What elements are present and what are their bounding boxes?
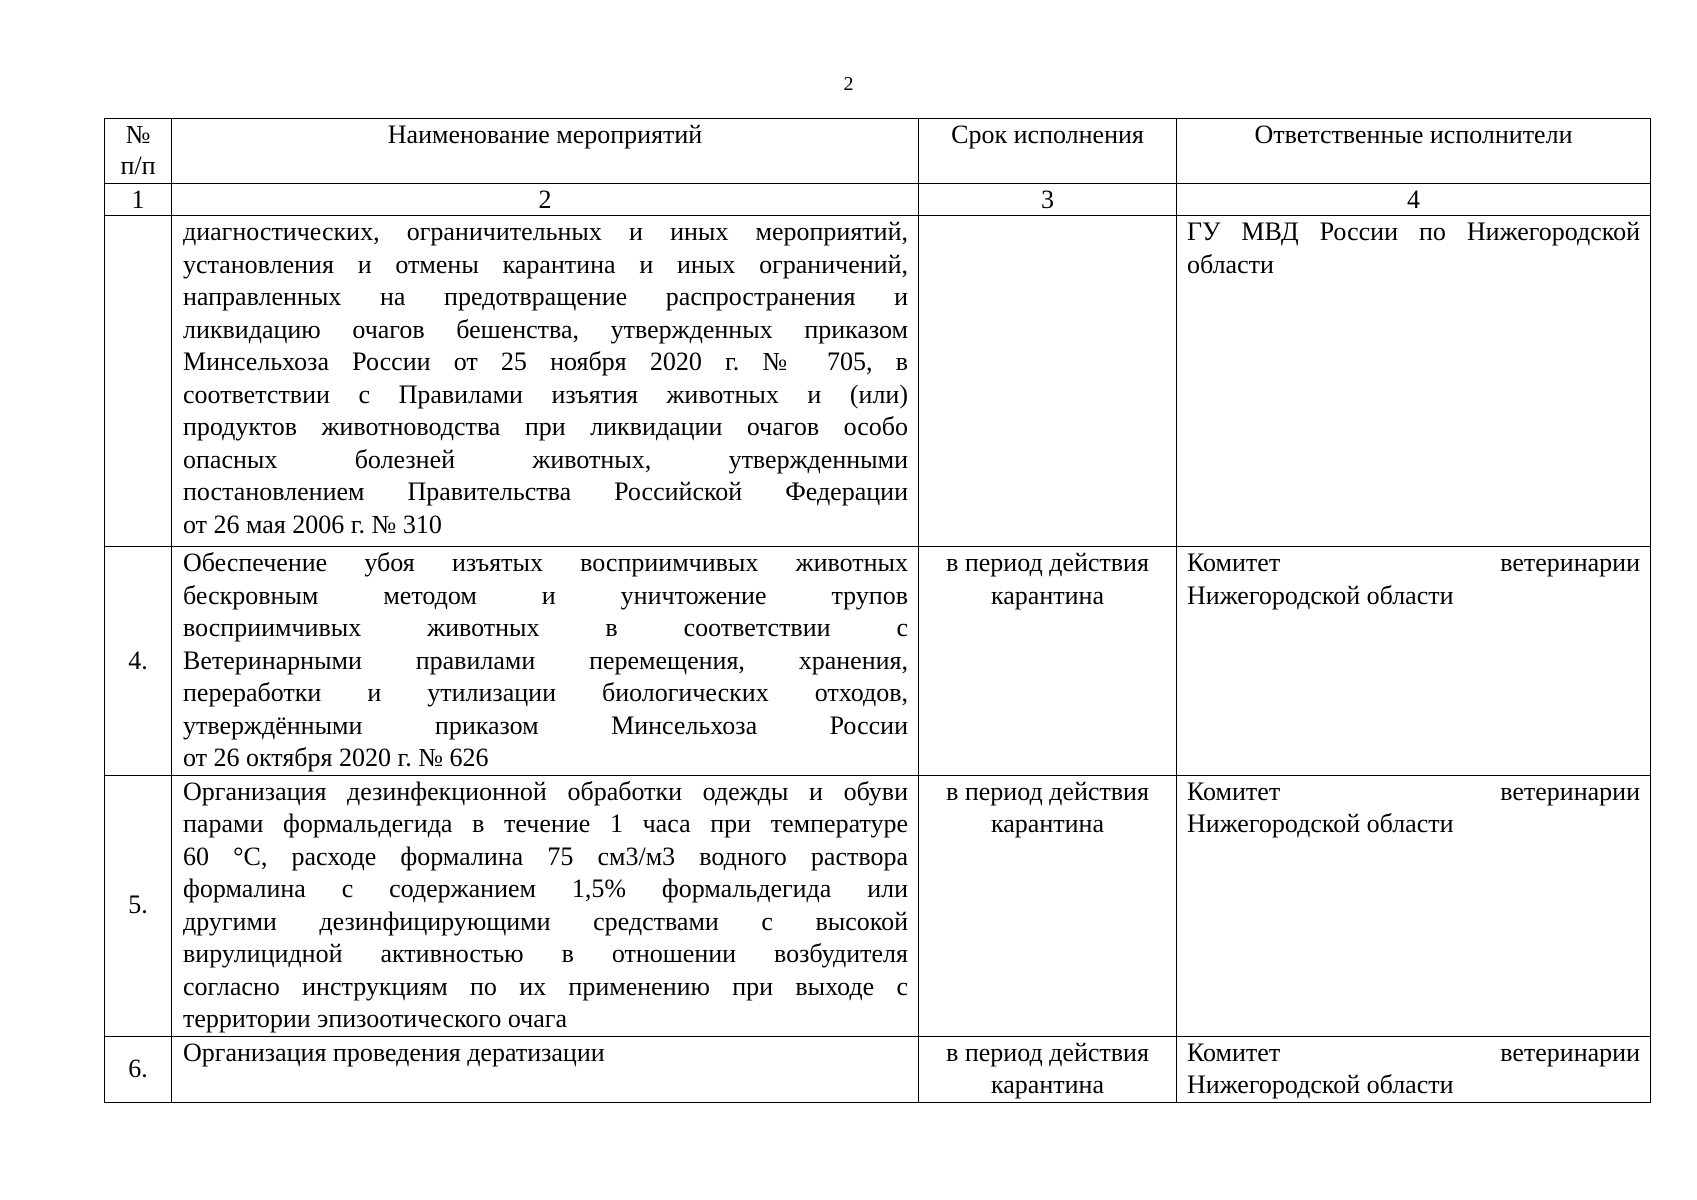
header-num bbox=[105, 119, 172, 184]
measure-name bbox=[172, 547, 919, 776]
measure-name-line: вирулицидной активностью в отношении возбудителя bbox=[183, 939, 908, 968]
measure-responsible bbox=[1177, 547, 1651, 776]
header-term: Срок исполнения bbox=[919, 119, 1177, 184]
row-index: 4. bbox=[105, 547, 172, 776]
measure-name-line: диагностических, ограничительных и иных мероприятий, bbox=[183, 217, 908, 246]
header-responsible: Ответственные исполнители bbox=[1177, 119, 1651, 184]
measure-name-line: 60 °С, расходе формалина 75 см3/м3 водного раствора bbox=[183, 841, 908, 871]
measure-name-line: другими дезинфицирующими средствами с высокой bbox=[183, 906, 908, 936]
measure-term-line: карантина bbox=[991, 580, 1104, 610]
table-row bbox=[105, 775, 1651, 1036]
header-num-line-2: п/п bbox=[120, 151, 156, 180]
row-index: 5. bbox=[105, 775, 172, 1036]
measure-name-line: постановлением Правительства Российской Федерации bbox=[183, 477, 908, 506]
measure-name-line: утверждёнными приказом Минсельхоза России bbox=[183, 710, 908, 740]
table-row bbox=[105, 547, 1651, 776]
column-number-3: 3 bbox=[919, 184, 1177, 216]
measure-name-line: от 26 мая 2006 г. № 310 bbox=[183, 509, 442, 539]
measure-name-line: ликвидацию очагов бешенства, утвержденных приказом bbox=[183, 314, 908, 344]
measure-term bbox=[919, 216, 1177, 547]
row-index bbox=[105, 216, 172, 547]
measure-name-line: установления и отмены карантина и иных ограничений, bbox=[183, 249, 908, 279]
measure-responsible-line: Нижегородской области bbox=[1187, 580, 1454, 610]
measures-table bbox=[104, 118, 1651, 1103]
column-number-4: 4 bbox=[1177, 184, 1651, 216]
measure-name-line: продуктов животноводства при ликвидации очагов особо bbox=[183, 412, 908, 441]
measure-term-line: в период действия bbox=[946, 1037, 1149, 1067]
measure-responsible-line: ГУ МВД России по Нижегородской bbox=[1187, 217, 1640, 246]
measure-name bbox=[172, 1036, 919, 1102]
measure-name-line: бескровным методом и уничтожение трупов bbox=[183, 580, 908, 610]
measure-responsible-line: Нижегородской области bbox=[1187, 809, 1454, 838]
measure-name-line: Организация проведения дератизации bbox=[183, 1037, 605, 1067]
measure-name-line: формалина с содержанием 1,5% формальдегида или bbox=[183, 874, 908, 903]
measure-name-line: переработки и утилизации биологических отходов, bbox=[183, 678, 908, 707]
measure-name-line: направленных на предотвращение распространения и bbox=[183, 282, 908, 311]
page-number: 2 bbox=[843, 73, 854, 95]
measure-name-line: восприимчивых животных в соответствии с bbox=[183, 613, 908, 642]
measure-name bbox=[172, 216, 919, 547]
measure-term-line: карантина bbox=[991, 809, 1104, 838]
header-num-line-1: № bbox=[125, 120, 151, 149]
measure-name bbox=[172, 775, 919, 1036]
measure-name-line: Обеспечение убоя изъятых восприимчивых животных bbox=[183, 548, 908, 577]
measure-name-line: опасных болезней животных, утвержденными bbox=[183, 444, 908, 474]
measure-responsible-line: Комитет ветеринарии bbox=[1187, 1037, 1640, 1067]
measure-term-line: карантина bbox=[991, 1070, 1104, 1099]
measure-responsible bbox=[1177, 1036, 1651, 1102]
table-row bbox=[105, 216, 1651, 547]
table-row bbox=[105, 1036, 1651, 1102]
measure-name-line: Ветеринарными правилами перемещения, хранения, bbox=[183, 645, 908, 675]
measure-responsible-line: Комитет ветеринарии bbox=[1187, 776, 1640, 806]
column-numbers-row bbox=[105, 184, 1651, 216]
measure-responsible-line: Комитет ветеринарии bbox=[1187, 548, 1640, 577]
measure-responsible-line: области bbox=[1187, 249, 1274, 279]
column-number-1: 1 bbox=[105, 184, 172, 216]
table-body bbox=[105, 216, 1651, 1103]
measure-name-line: Минсельхоза России от 25 ноября 2020 г. № 705, в bbox=[183, 347, 908, 376]
measure-name-line: территории эпизоотического очага bbox=[183, 1004, 567, 1033]
measure-term bbox=[919, 547, 1177, 776]
measure-responsible bbox=[1177, 216, 1651, 547]
measure-name-line: согласно инструкциям по их применению при выходе с bbox=[183, 971, 908, 1001]
measure-responsible bbox=[1177, 775, 1651, 1036]
measure-name-line: парами формальдегида в течение 1 часа при температуре bbox=[183, 809, 908, 838]
measure-term bbox=[919, 1036, 1177, 1102]
measure-name-line: от 26 октября 2020 г. № 626 bbox=[183, 743, 489, 772]
table-header-row bbox=[105, 119, 1651, 184]
header-name: Наименование мероприятий bbox=[172, 119, 919, 184]
measure-responsible-line: Нижегородской области bbox=[1187, 1070, 1454, 1099]
measure-name-line: соответствии с Правилами изъятия животных и (или) bbox=[183, 379, 908, 409]
measure-term bbox=[919, 775, 1177, 1036]
column-number-2: 2 bbox=[172, 184, 919, 216]
measure-term-line: в период действия bbox=[946, 548, 1149, 577]
measure-term-line: в период действия bbox=[946, 776, 1149, 806]
measure-name-line: Организация дезинфекционной обработки одежды и обуви bbox=[183, 776, 908, 806]
row-index: 6. bbox=[105, 1036, 172, 1102]
